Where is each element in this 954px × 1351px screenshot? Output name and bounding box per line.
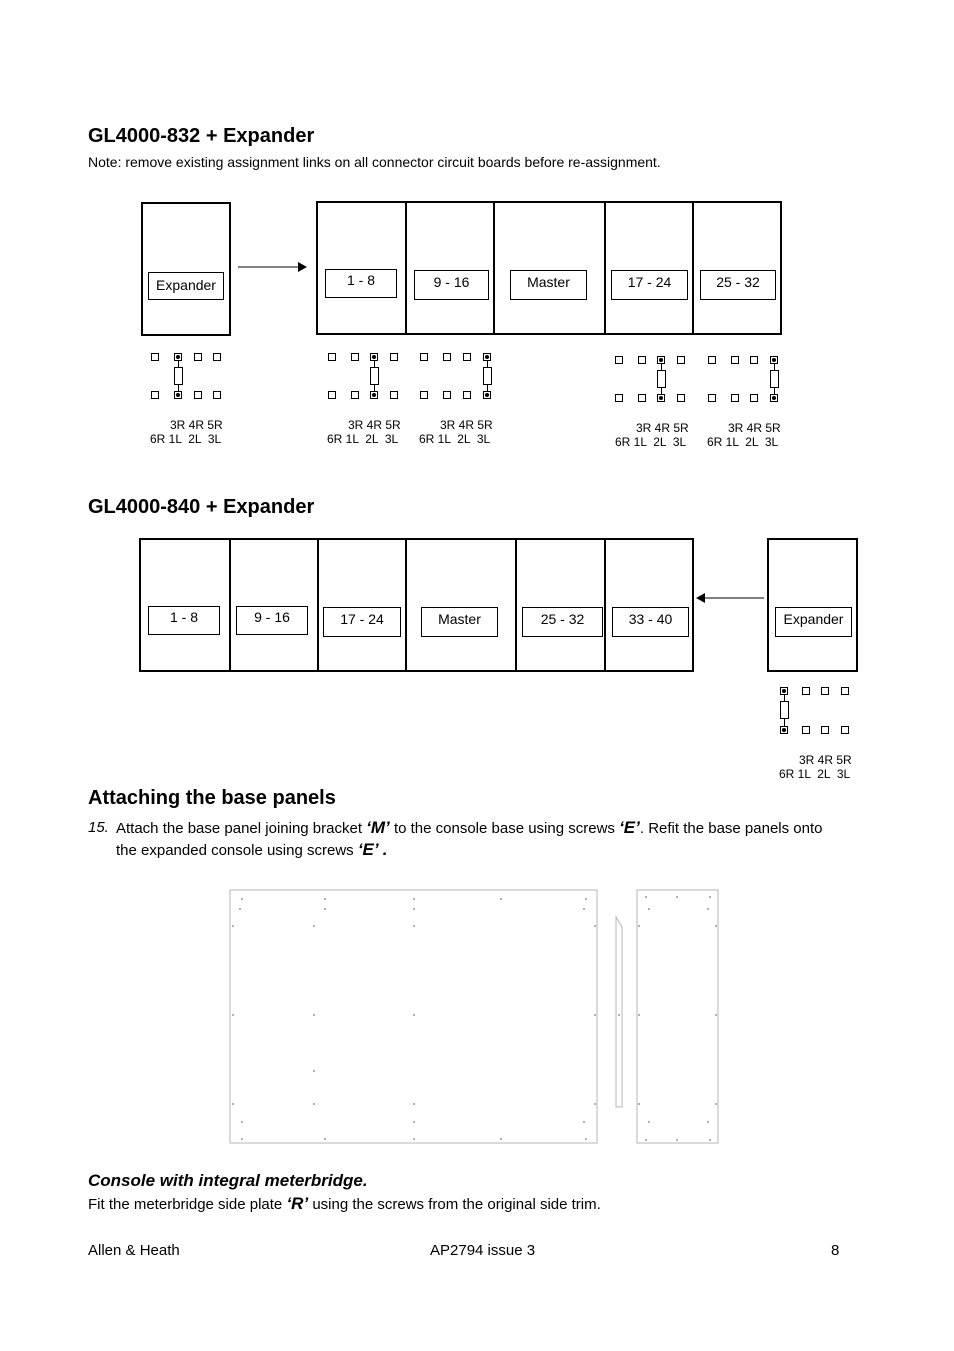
module-9-16-832 (405, 201, 495, 335)
jumper-label-top: 3R 4R 5R (636, 421, 689, 435)
section-title-base-panels: Attaching the base panels (88, 787, 336, 809)
step-15-line-2 (116, 839, 387, 862)
module-label-expander: Expander (775, 607, 852, 637)
meterbridge-instruction (88, 1193, 601, 1216)
module-label-1-8: 1 - 8 (325, 269, 397, 298)
jumper-label-bottom: 6R 1L 2L 3L (779, 767, 851, 781)
jumper-label-bottom: 6R 1L 2L 3L (419, 432, 491, 446)
reference-r: ‘R’ (286, 1194, 309, 1213)
section-title-832: GL4000-832 + Expander (88, 125, 315, 147)
section-title-840: GL4000-840 + Expander (88, 496, 315, 518)
meterbridge-text-a: Fit the meterbridge side plate (88, 1196, 287, 1213)
module-label-9-16: 9 - 16 (414, 270, 489, 300)
base-panels-drawing (225, 885, 725, 1150)
module-label-master: Master (510, 270, 587, 300)
module-label-25-32: 25 - 32 (522, 607, 603, 637)
module-25-32-832 (692, 201, 782, 335)
step-15-text-d: the expanded console using screws (116, 842, 358, 859)
footer-doc-id: AP2794 issue 3 (430, 1242, 536, 1259)
jumper-label-bottom: 6R 1L 2L 3L (615, 435, 687, 449)
module-17-24-840 (317, 538, 407, 672)
module-label-master: Master (421, 607, 498, 637)
jumper-label-bottom: 6R 1L 2L 3L (327, 432, 399, 446)
module-1-8-832 (316, 201, 407, 335)
step-number: 15. (88, 819, 109, 836)
step-15-text-c: . Refit the base panels onto (639, 820, 823, 837)
assignment-note: Note: remove existing assignment links on all connector circuit boards before re-assignment. (88, 154, 661, 170)
step-15-text-a: Attach the base panel joining bracket (116, 820, 367, 837)
reference-m: ‘M’ (366, 818, 390, 837)
footer-company: Allen & Heath (88, 1242, 180, 1259)
module-17-24-832 (604, 201, 694, 335)
module-label-25-32: 25 - 32 (700, 270, 776, 300)
module-9-16-840 (229, 538, 319, 672)
meterbridge-heading: Console with integral meterbridge. (88, 1171, 368, 1190)
module-25-32-840 (515, 538, 606, 672)
module-33-40-840 (604, 538, 694, 672)
jumper-label-top: 3R 4R 5R (440, 418, 493, 432)
module-1-8-840 (139, 538, 231, 672)
meterbridge-text-b: using the screws from the original side trim. (308, 1196, 601, 1213)
jumper-label-top: 3R 4R 5R (799, 753, 852, 767)
module-label-33-40: 33 - 40 (612, 607, 689, 637)
jumper-label-top: 3R 4R 5R (348, 418, 401, 432)
step-15-text-b: to the console base using screws (389, 820, 620, 837)
arrow-left-icon (694, 591, 766, 605)
footer-page-number: 8 (831, 1242, 840, 1259)
module-expander-840 (767, 538, 858, 672)
module-master-840 (405, 538, 517, 672)
module-label-1-8: 1 - 8 (148, 606, 220, 635)
jumper-label-top: 3R 4R 5R (170, 418, 223, 432)
module-master-832 (493, 201, 606, 335)
module-label-expander: Expander (148, 272, 224, 300)
jumper-label-bottom: 6R 1L 2L 3L (707, 435, 779, 449)
jumper-label-bottom: 6R 1L 2L 3L (150, 432, 222, 446)
module-label-9-16: 9 - 16 (236, 606, 308, 635)
module-label-17-24: 17 - 24 (611, 270, 688, 300)
step-15-line-1 (116, 817, 823, 840)
module-label-17-24: 17 - 24 (323, 607, 401, 637)
reference-e: ‘E’ (619, 818, 640, 837)
reference-e: ‘E’ . (357, 840, 388, 859)
module-expander-832 (141, 202, 231, 336)
arrow-right-icon (236, 260, 308, 274)
jumper-label-top: 3R 4R 5R (728, 421, 781, 435)
